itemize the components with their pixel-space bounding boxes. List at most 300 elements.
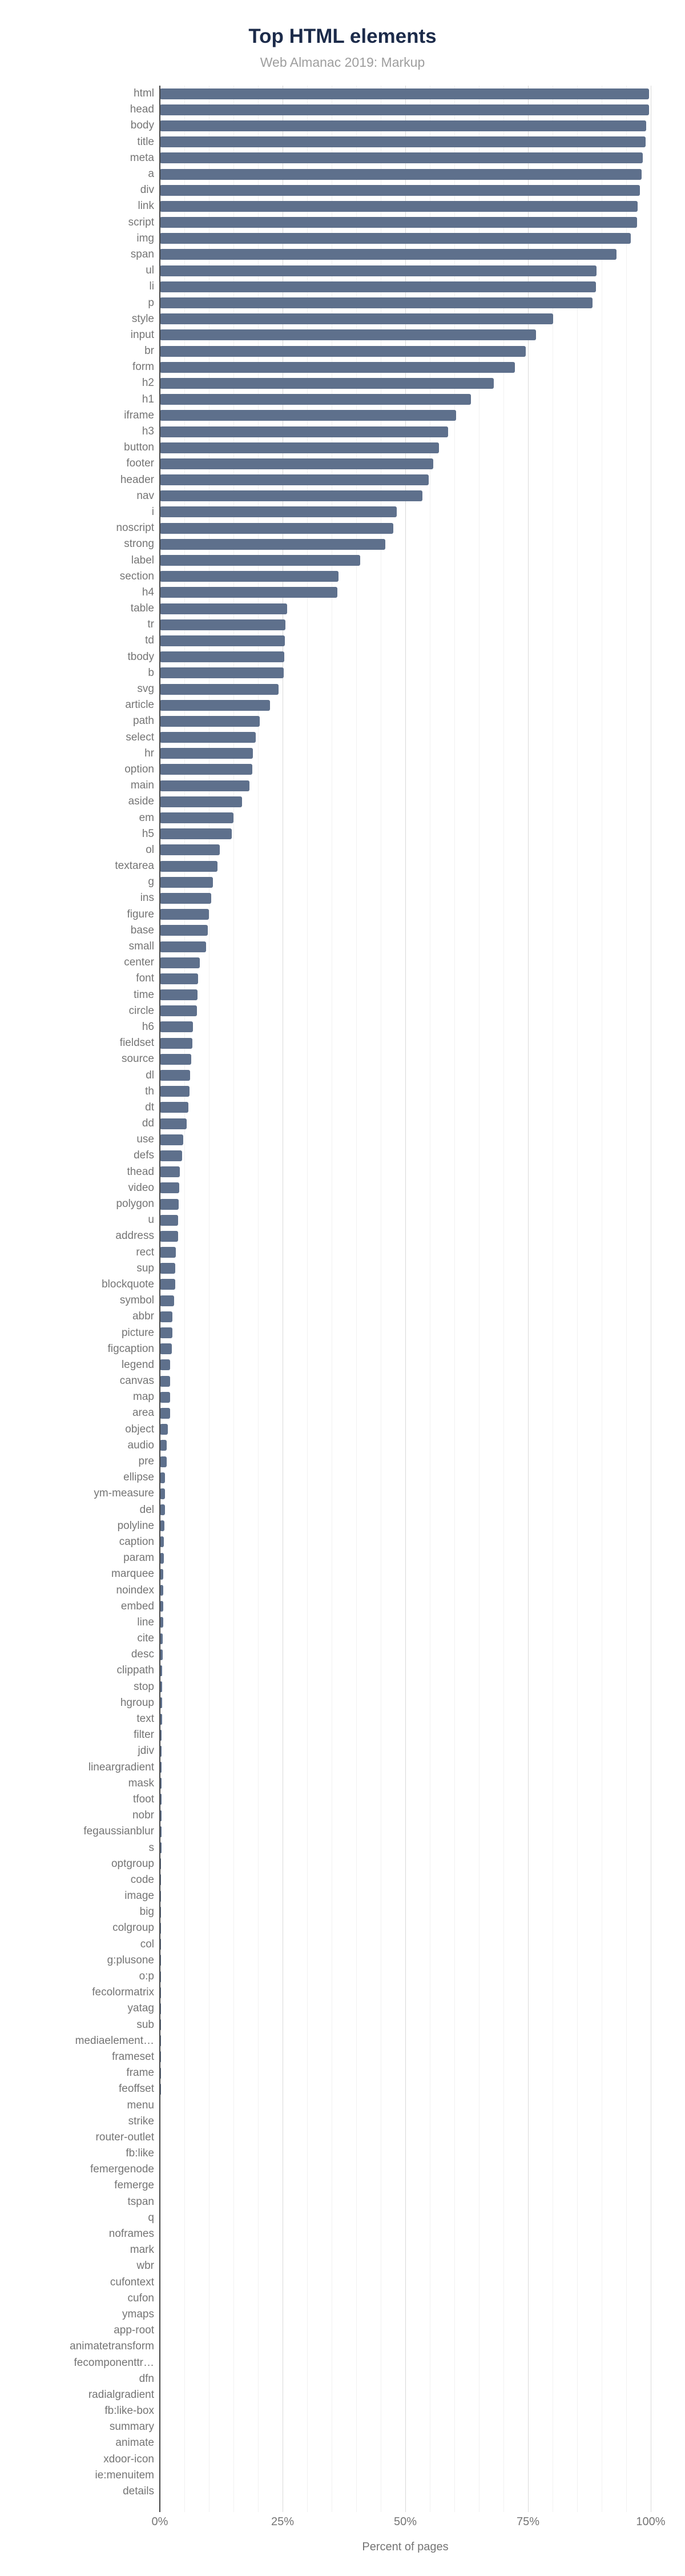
chart-row — [0, 1341, 685, 1357]
bar-track — [160, 217, 685, 228]
chart-row — [0, 2419, 685, 2435]
chart-row — [0, 247, 685, 263]
chart-row — [0, 536, 685, 552]
chart-row — [0, 810, 685, 826]
bar-track — [160, 925, 685, 936]
chart-row — [0, 1534, 685, 1550]
chart-subtitle: Web Almanac 2019: Markup — [260, 55, 425, 70]
bar — [160, 378, 494, 389]
chart-row — [0, 2258, 685, 2274]
bar-track — [160, 732, 685, 743]
chart-row — [0, 1389, 685, 1405]
chart-row — [0, 1357, 685, 1373]
chart-row — [0, 1470, 685, 1486]
y-axis-label: sub — [136, 2018, 154, 2031]
chart-row — [0, 1985, 685, 2001]
bar — [160, 297, 593, 308]
bar-track — [160, 1182, 685, 1193]
bar — [160, 1536, 164, 1547]
bar — [160, 1408, 170, 1419]
y-axis-label: script — [128, 216, 154, 228]
bar-track — [160, 2486, 685, 2497]
chart-row — [0, 1969, 685, 1985]
bar-track — [160, 1231, 685, 1242]
bar — [160, 1070, 190, 1081]
bar — [160, 426, 448, 437]
bar-track — [160, 812, 685, 823]
x-axis-title: Percent of pages — [362, 2541, 449, 2553]
chart-row — [0, 456, 685, 472]
chart-row — [0, 1615, 685, 1631]
y-axis-label: font — [136, 972, 154, 985]
bar-track — [160, 2325, 685, 2336]
bar-track — [160, 2341, 685, 2352]
bar — [160, 152, 643, 163]
chart-row — [0, 1373, 685, 1389]
bar-track — [160, 2068, 685, 2079]
bar-track — [160, 1021, 685, 1032]
y-axis-label: center — [124, 956, 154, 969]
chart-row — [0, 697, 685, 713]
bar-track — [160, 1810, 685, 1821]
chart-row — [0, 1888, 685, 1904]
bar-track — [160, 989, 685, 1000]
bar-track — [160, 1649, 685, 1660]
bar-track — [160, 2019, 685, 2030]
bar-track — [160, 2003, 685, 2014]
y-axis-label: head — [130, 103, 154, 116]
y-axis-label: line — [137, 1616, 154, 1628]
bar — [160, 1021, 193, 1032]
bar-track — [160, 748, 685, 759]
y-axis-label: animatetransform — [70, 2340, 154, 2353]
y-axis-label: ymaps — [122, 2308, 154, 2320]
bar-track — [160, 1907, 685, 1918]
bar — [160, 1086, 190, 1097]
bar — [160, 329, 536, 340]
bar — [160, 1376, 170, 1387]
chart-row — [0, 1196, 685, 1212]
bar-track — [160, 2357, 685, 2368]
chart-row — [0, 1647, 685, 1663]
y-axis-label: audio — [127, 1439, 154, 1451]
bar — [160, 1199, 179, 1210]
chart-row — [0, 1776, 685, 1792]
bar — [160, 458, 433, 469]
chart-row — [0, 1808, 685, 1824]
y-axis-label: clippath — [116, 1664, 154, 1677]
chart-row — [0, 762, 685, 778]
chart-row — [0, 2017, 685, 2033]
y-axis-label: main — [130, 779, 154, 792]
bar — [160, 1504, 165, 1515]
bar — [160, 684, 279, 695]
chart-row — [0, 1631, 685, 1647]
chart-row — [0, 923, 685, 939]
y-axis-label: frame — [126, 2067, 154, 2079]
bar-track — [160, 555, 685, 566]
y-axis-label: h4 — [142, 586, 154, 598]
chart-row — [0, 601, 685, 617]
y-axis-label: source — [121, 1053, 154, 1065]
y-axis-label: noframes — [108, 2228, 154, 2240]
y-axis-label: o:p — [139, 1970, 154, 1983]
bar-track — [160, 1858, 685, 1869]
chart-row — [0, 1743, 685, 1759]
y-axis-label: td — [145, 634, 154, 647]
bar — [160, 1054, 191, 1065]
bar-track — [160, 1247, 685, 1258]
chart-row — [0, 182, 685, 198]
y-axis-label: q — [148, 2211, 154, 2224]
chart-row — [0, 2484, 685, 2499]
bar-track — [160, 2245, 685, 2256]
chart-row — [0, 2049, 685, 2065]
bar-track — [160, 104, 685, 115]
y-axis-label: table — [130, 602, 154, 615]
chart-row — [0, 1856, 685, 1872]
y-axis-label: lineargradient — [88, 1761, 154, 1773]
bar — [160, 1263, 175, 1274]
y-axis-label: fecolormatrix — [92, 1986, 154, 1999]
y-axis-label: video — [128, 1181, 154, 1194]
bar-track — [160, 410, 685, 421]
y-axis-label: stop — [134, 1680, 154, 1693]
chart-row — [0, 520, 685, 536]
bar — [160, 539, 385, 550]
bar-track — [160, 2084, 685, 2095]
bar-track — [160, 844, 685, 855]
y-axis-label: option — [124, 763, 154, 775]
chart-row — [0, 134, 685, 150]
chart-row — [0, 858, 685, 874]
bar-track — [160, 506, 685, 517]
chart-row — [0, 488, 685, 504]
bar — [160, 1553, 164, 1564]
chart-row — [0, 1180, 685, 1196]
chart-row — [0, 1212, 685, 1228]
chart-row — [0, 1695, 685, 1711]
y-axis-label: wbr — [136, 2260, 154, 2272]
bar-track — [160, 1955, 685, 1966]
bar — [160, 1359, 170, 1370]
bar-track — [160, 1311, 685, 1322]
bar-track — [160, 2100, 685, 2111]
chart-row — [0, 569, 685, 585]
y-axis-label: article — [125, 699, 154, 711]
chart-row — [0, 2435, 685, 2451]
y-axis-label: noindex — [116, 1584, 154, 1596]
y-axis-label: ie:menuitem — [95, 2469, 154, 2481]
bar — [160, 201, 638, 212]
y-axis-label: meta — [130, 151, 154, 164]
bar — [160, 1005, 197, 1016]
y-axis-label: h5 — [142, 827, 154, 840]
bar — [160, 587, 337, 598]
y-axis-label: picture — [121, 1326, 154, 1339]
bar-track — [160, 1295, 685, 1306]
y-axis-label: big — [139, 1906, 154, 1918]
bar — [160, 1102, 188, 1113]
y-axis-label: image — [124, 1890, 154, 1902]
bar-track — [160, 88, 685, 99]
bar-track — [160, 1778, 685, 1789]
y-axis-label: address — [115, 1230, 154, 1242]
chart-row — [0, 327, 685, 343]
chart-row — [0, 1872, 685, 1888]
y-axis-label: h1 — [142, 393, 154, 405]
chart-row — [0, 649, 685, 665]
bar — [160, 973, 198, 984]
chart-row — [0, 311, 685, 327]
bar-track — [160, 1665, 685, 1676]
chart-row — [0, 1084, 685, 1100]
chart-row — [0, 746, 685, 762]
chart-row — [0, 166, 685, 182]
bar — [160, 716, 260, 727]
bar-track — [160, 1891, 685, 1902]
bar — [160, 635, 285, 646]
y-axis-label: mediaelement… — [75, 2034, 154, 2047]
bar-track — [160, 2116, 685, 2127]
y-axis-label: select — [126, 731, 154, 743]
bar-track — [160, 297, 685, 308]
bar — [160, 732, 256, 743]
bar-track — [160, 2389, 685, 2400]
y-axis-label: em — [139, 811, 154, 824]
y-axis-label: label — [131, 554, 154, 566]
bar-track — [160, 1874, 685, 1885]
bar-track — [160, 796, 685, 807]
chart-row — [0, 890, 685, 906]
y-axis-label: summary — [109, 2421, 154, 2433]
chart-row — [0, 730, 685, 746]
chart-row — [0, 1228, 685, 1244]
y-axis-label: figure — [127, 908, 154, 920]
y-axis-label: tspan — [127, 2195, 154, 2208]
y-axis-label: polygon — [116, 1198, 154, 1210]
bar-track — [160, 700, 685, 711]
y-axis-label: dd — [142, 1117, 154, 1130]
y-axis-label: input — [130, 328, 154, 341]
bar-track — [160, 1343, 685, 1354]
y-axis-label: mark — [130, 2244, 154, 2256]
y-axis-label: html — [134, 87, 154, 100]
chart-row — [0, 987, 685, 1003]
bar-track — [160, 1730, 685, 1741]
bar — [160, 233, 631, 244]
chart-row — [0, 1051, 685, 1067]
bar — [160, 265, 597, 276]
y-axis-label: form — [132, 361, 154, 373]
chart-row — [0, 2387, 685, 2403]
chart-row — [0, 2307, 685, 2323]
y-axis-label: body — [130, 119, 154, 132]
y-axis-label: div — [140, 184, 154, 196]
y-axis-label: u — [148, 1214, 154, 1226]
y-axis-label: h3 — [142, 425, 154, 438]
y-axis-label: text — [136, 1713, 154, 1725]
chart-row — [0, 1116, 685, 1132]
bar — [160, 1279, 175, 1290]
y-axis-label: embed — [120, 1600, 154, 1612]
bar-track — [160, 1520, 685, 1531]
bar-track — [160, 571, 685, 582]
y-axis-label: small — [128, 940, 154, 953]
bar-track — [160, 2132, 685, 2143]
bar-track — [160, 120, 685, 131]
bar — [160, 1215, 178, 1226]
chart-row — [0, 1100, 685, 1116]
bar-track — [160, 523, 685, 534]
y-axis-label: g — [148, 876, 154, 888]
bar — [160, 796, 242, 807]
bar-track — [160, 394, 685, 405]
bar-track — [160, 2051, 685, 2062]
bar — [160, 523, 393, 534]
bar — [160, 104, 649, 115]
bar-track — [160, 346, 685, 357]
y-axis-label: tbody — [127, 650, 154, 663]
bar — [160, 1327, 172, 1338]
y-axis-label: radialgradient — [88, 2388, 154, 2401]
chart-row — [0, 1518, 685, 1534]
bar — [160, 1472, 165, 1483]
x-tick-label: 100% — [636, 2515, 666, 2528]
chart-row — [0, 681, 685, 697]
y-axis-label: caption — [119, 1535, 154, 1548]
y-axis-label: ym-measure — [94, 1487, 154, 1500]
bar — [160, 619, 285, 630]
bar — [160, 925, 208, 936]
bar-track — [160, 941, 685, 952]
chart-row — [0, 2338, 685, 2354]
y-axis-label: dt — [145, 1101, 154, 1113]
y-axis-label: tfoot — [133, 1793, 154, 1805]
bar-track — [160, 233, 685, 244]
bar-track — [160, 2229, 685, 2240]
y-axis-label: th — [145, 1085, 154, 1097]
bar-track — [160, 1070, 685, 1081]
chart-row — [0, 1711, 685, 1727]
y-axis-label: style — [131, 312, 154, 325]
chart-row — [0, 1438, 685, 1454]
chart-row — [0, 2146, 685, 2162]
y-axis-label: br — [144, 345, 154, 357]
chart-row — [0, 2194, 685, 2210]
chart-row — [0, 1067, 685, 1083]
bar-track — [160, 716, 685, 727]
bar — [160, 506, 397, 517]
bar-track — [160, 1681, 685, 1692]
bar-track — [160, 2148, 685, 2159]
x-axis — [0, 2515, 685, 2529]
bar-track — [160, 136, 685, 147]
chart-row — [0, 1792, 685, 1808]
y-axis-label: img — [136, 232, 154, 244]
y-axis-label: strong — [124, 538, 154, 550]
y-axis-label: hr — [144, 747, 154, 759]
chart-row — [0, 2354, 685, 2370]
bar-track — [160, 1714, 685, 1725]
y-axis-label: pre — [138, 1455, 154, 1468]
bar-track — [160, 828, 685, 839]
bar — [160, 764, 252, 775]
bar-track — [160, 1762, 685, 1773]
bar-track — [160, 957, 685, 968]
bar-track — [160, 877, 685, 888]
chart-row — [0, 1920, 685, 1936]
chart-row — [0, 2242, 685, 2258]
chart-row — [0, 1019, 685, 1035]
bar-track — [160, 909, 685, 920]
x-tick-label: 75% — [516, 2515, 540, 2528]
y-axis-label: area — [132, 1407, 154, 1419]
chart-row — [0, 617, 685, 633]
bar-track — [160, 587, 685, 598]
y-axis-label: femerge — [114, 2179, 154, 2192]
bar-track — [160, 2196, 685, 2207]
bar-track — [160, 152, 685, 163]
chart-row — [0, 2065, 685, 2081]
chart-row — [0, 1454, 685, 1470]
bar-track — [160, 2164, 685, 2175]
bar — [160, 909, 209, 920]
bar — [160, 410, 456, 421]
y-axis-label: header — [120, 473, 154, 486]
bar-rows — [0, 86, 685, 2499]
bar-track — [160, 1327, 685, 1338]
bar — [160, 1311, 172, 1322]
bar-track — [160, 1456, 685, 1467]
bar-track — [160, 1585, 685, 1596]
bar-track — [160, 2293, 685, 2304]
bar-track — [160, 2309, 685, 2320]
bar-track — [160, 1472, 685, 1483]
chart-row — [0, 1937, 685, 1953]
y-axis-label: button — [124, 441, 154, 454]
chart-row — [0, 778, 685, 794]
y-axis-label: router-outlet — [95, 2131, 154, 2143]
y-axis-label: fb:like — [126, 2147, 154, 2160]
bar-track — [160, 2035, 685, 2046]
y-axis-line — [159, 86, 160, 2512]
y-axis-label: frameset — [112, 2050, 154, 2063]
y-axis-label: polyline — [117, 1519, 154, 1532]
y-axis-label: hgroup — [120, 1696, 154, 1709]
y-axis-label: h6 — [142, 1020, 154, 1033]
chart-row — [0, 343, 685, 359]
bar — [160, 571, 339, 582]
chart-row — [0, 2097, 685, 2113]
chart-row — [0, 392, 685, 408]
chart-row — [0, 1261, 685, 1277]
bar — [160, 1182, 179, 1193]
bar-track — [160, 265, 685, 276]
chart-row — [0, 826, 685, 842]
y-axis-label: nobr — [132, 1809, 154, 1822]
bar — [160, 1134, 183, 1145]
chart-row — [0, 279, 685, 295]
bar-track — [160, 474, 685, 485]
chart-row — [0, 2033, 685, 2049]
chart-row — [0, 874, 685, 890]
bar-track — [160, 635, 685, 646]
bar-track — [160, 1150, 685, 1161]
chart-row — [0, 2468, 685, 2484]
bar-track — [160, 313, 685, 324]
chart-row — [0, 215, 685, 231]
